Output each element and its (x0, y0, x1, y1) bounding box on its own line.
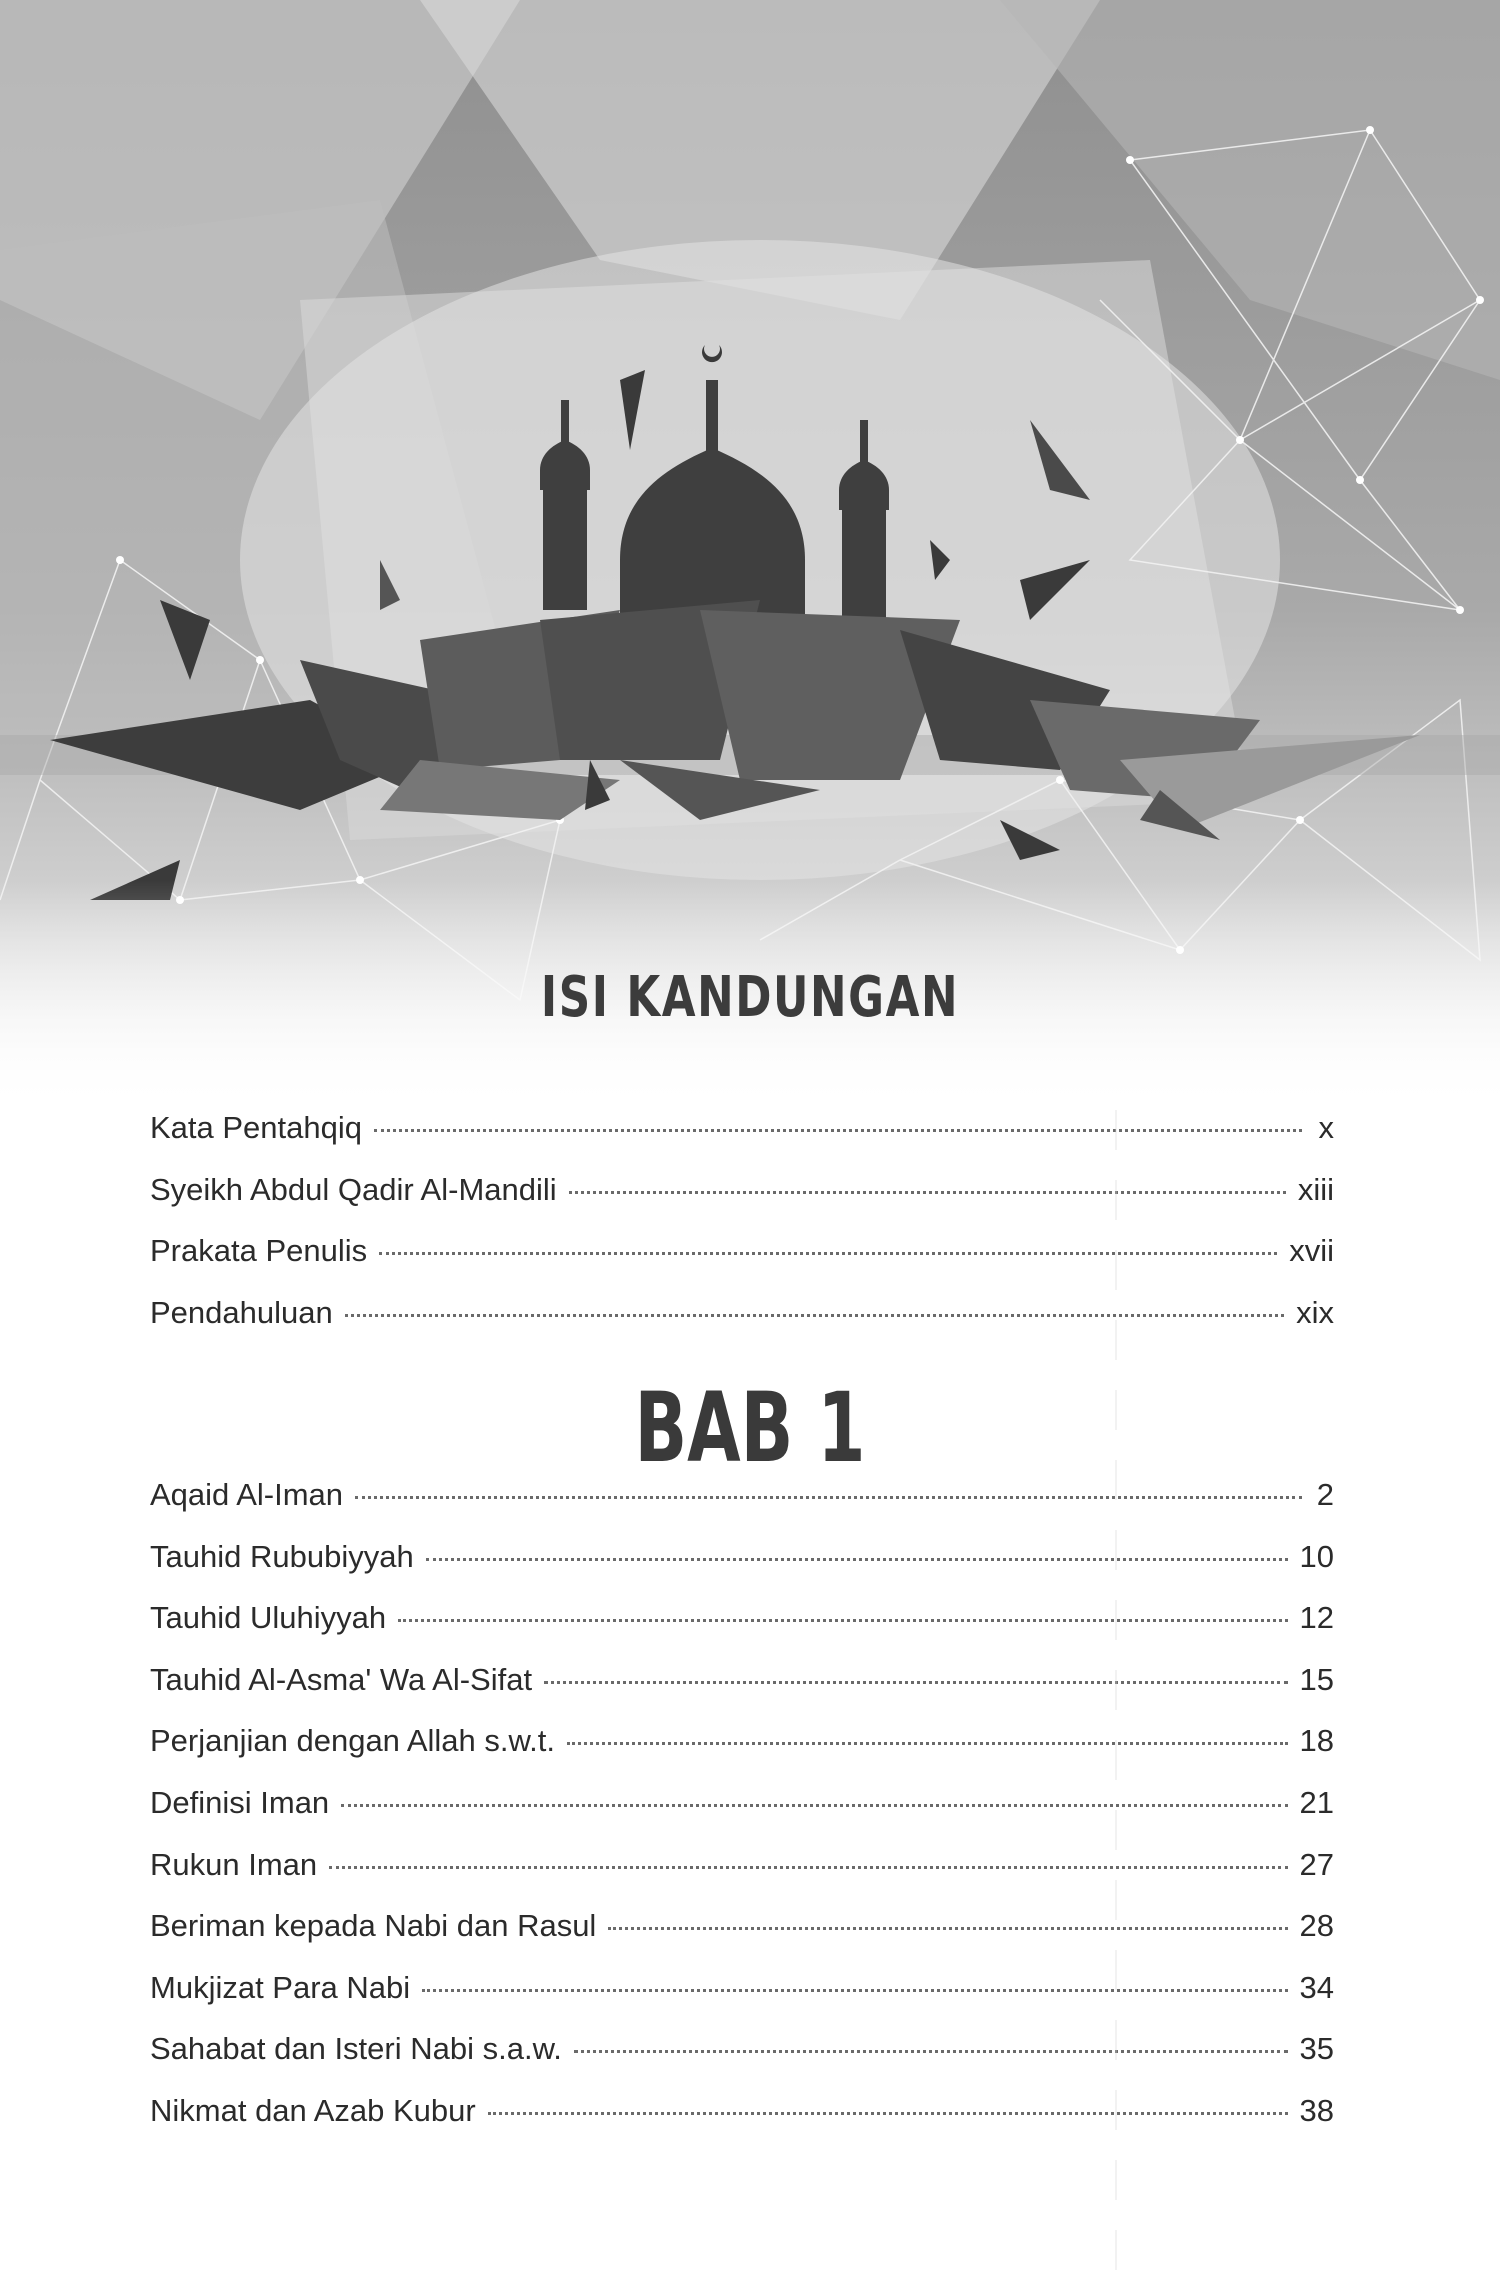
dot-leader (567, 1740, 1288, 1745)
toc-entry-label: Nikmat dan Azab Kubur (150, 2092, 476, 2128)
toc-entry-page: 27 (1299, 1846, 1334, 1882)
toc-entry-page: 21 (1299, 1784, 1334, 1820)
dot-leader (608, 1925, 1287, 1930)
toc-entry-page: xiii (1297, 1171, 1334, 1207)
toc-entry-page: x (1318, 1110, 1334, 1145)
dot-leader (345, 1312, 1284, 1317)
page-title: ISI KANDUNGAN (540, 965, 960, 1030)
toc-entry-label: Definisi Iman (150, 1784, 330, 1820)
toc-entry-page: 18 (1299, 1723, 1334, 1759)
dot-leader (544, 1679, 1287, 1684)
toc-entry (150, 1477, 1334, 1539)
toc-entry-page: 2 (1316, 1477, 1334, 1512)
toc-entry (150, 1539, 1334, 1601)
dot-leader (329, 1864, 1287, 1869)
toc-entry (150, 1662, 1334, 1724)
toc-entry (150, 2031, 1334, 2093)
toc-entry-label: Mukjizat Para Nabi (150, 1969, 411, 2005)
toc-entry (150, 2093, 1334, 2155)
dot-leader (574, 2048, 1288, 2053)
toc-entry (150, 1233, 1334, 1295)
toc-entry-label: Syeikh Abdul Qadir Al-Mandili (150, 1171, 557, 1207)
toc-entry-label: Aqaid Al-Iman (150, 1477, 343, 1512)
toc-entry (150, 1600, 1334, 1662)
toc-entry-label: Rukun Iman (150, 1846, 318, 1882)
toc-entry-label: Kata Pentahqiq (150, 1110, 363, 1145)
toc-entry-label: Tauhid Al-Asma' Wa Al-Sifat (150, 1661, 533, 1697)
dot-leader (379, 1250, 1277, 1255)
dot-leader (374, 1127, 1302, 1132)
dot-leader (426, 1556, 1288, 1561)
toc-entry (150, 1295, 1334, 1357)
toc-entry-label: Sahabat dan Isteri Nabi s.a.w. (150, 2031, 562, 2067)
dot-leader (569, 1189, 1286, 1194)
toc-entry-page: 34 (1299, 1969, 1334, 2005)
chapter-title: BAB 1 (634, 1372, 866, 1484)
toc-entry-page: xix (1296, 1294, 1334, 1330)
toc-entry-label: Pendahuluan (150, 1294, 333, 1330)
toc-entry-page: 38 (1299, 2092, 1334, 2128)
front-matter-list (150, 1110, 1334, 1356)
toc-entry-page: 10 (1299, 1538, 1334, 1574)
toc-entry-label: Tauhid Uluhiyyah (150, 1600, 387, 1636)
toc-entry-label: Prakata Penulis (150, 1233, 368, 1269)
toc-entry-page: xvii (1289, 1233, 1334, 1269)
toc-entry-label: Tauhid Rububiyyah (150, 1538, 414, 1574)
toc-entry-label: Beriman kepada Nabi dan Rasul (150, 1908, 597, 1944)
toc-entry-page: 35 (1299, 2031, 1334, 2067)
mosque-banner-illustration (0, 0, 1500, 1110)
toc-entry (150, 1785, 1334, 1847)
dot-leader (341, 1802, 1287, 1807)
toc-entry-page: 12 (1299, 1600, 1334, 1636)
toc-entry (150, 1172, 1334, 1234)
dot-leader (422, 1987, 1287, 1992)
dot-leader (355, 1494, 1302, 1499)
page-crease (1115, 1110, 1117, 2290)
toc-entry-label: Perjanjian dengan Allah s.w.t. (150, 1723, 555, 1759)
toc-entry (150, 1847, 1334, 1909)
toc-entry (150, 1723, 1334, 1785)
toc-entry-page: 15 (1299, 1661, 1334, 1697)
chapter-entries-list (150, 1477, 1334, 2155)
toc-entry (150, 1908, 1334, 1970)
dot-leader (398, 1617, 1287, 1622)
toc-entry-page: 28 (1299, 1908, 1334, 1944)
toc-entry (150, 1110, 1334, 1172)
dot-leader (488, 2110, 1288, 2115)
toc-entry (150, 1970, 1334, 2032)
